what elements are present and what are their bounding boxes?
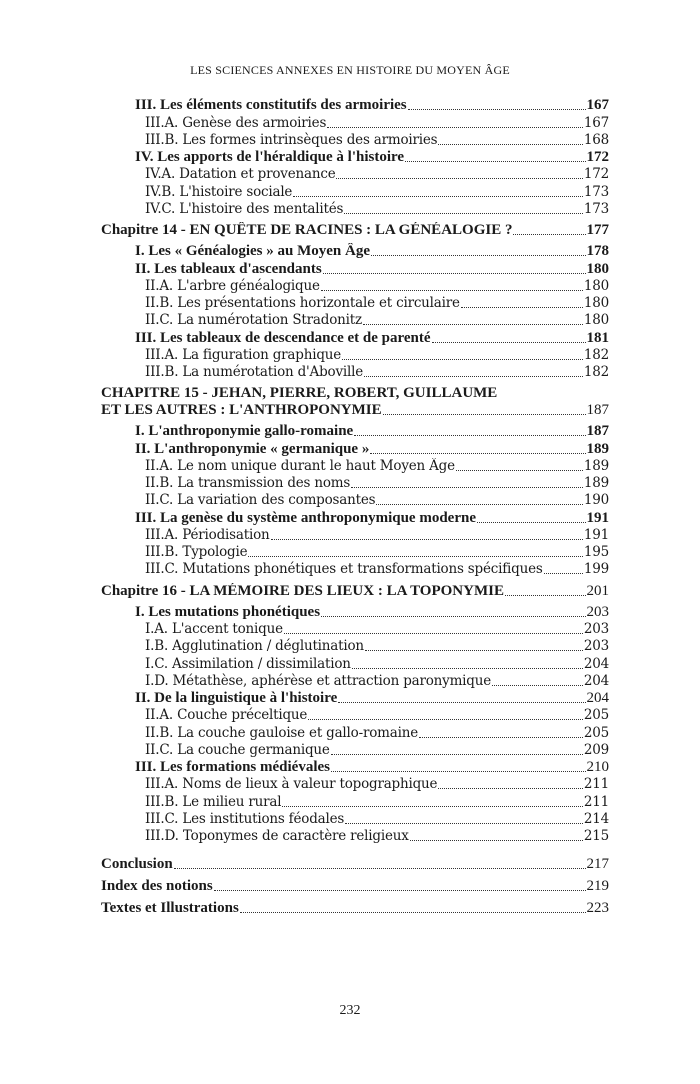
dot-leader [331, 754, 583, 755]
toc-entry[interactable] [101, 742, 609, 759]
dot-leader [365, 650, 583, 651]
toc-entry-page: 187 [586, 402, 609, 418]
toc-entry-title: III. Les tableaux de descendance et de parenté [135, 329, 431, 346]
dot-leader [323, 273, 586, 274]
toc-entry-title: III. Les formations médiévales [135, 759, 330, 775]
toc-entry[interactable] [101, 604, 609, 621]
dot-leader [282, 806, 582, 807]
dot-leader [331, 771, 586, 772]
toc-entry-title: II.A. Couche préceltique [145, 707, 308, 724]
toc-entry-title: II.B. La transmission des noms [145, 475, 351, 491]
toc-entry[interactable] [101, 561, 609, 578]
toc-entry-page: 211 [583, 793, 609, 810]
toc-entry[interactable] [101, 544, 609, 561]
dot-leader [432, 342, 586, 343]
dot-leader [505, 595, 586, 596]
toc-entry-page: 219 [586, 878, 609, 894]
toc-entry[interactable] [101, 475, 609, 492]
toc-entry-page: 189 [583, 475, 609, 491]
toc-entry[interactable] [101, 295, 609, 312]
toc-entry-title: Conclusion [101, 856, 173, 872]
toc-entry-title: II.C. La variation des composantes [145, 492, 376, 509]
dot-leader [544, 573, 583, 574]
toc-entry-title: IV.A. Datation et provenance [145, 166, 336, 183]
dot-leader [352, 668, 583, 669]
toc-entry-page: 205 [583, 707, 609, 724]
toc-entry-page: 180 [583, 277, 609, 294]
toc-entry-title: III.B. Typologie [145, 544, 248, 560]
toc-entry-title: II.B. La couche gauloise et gallo-romaine [145, 724, 418, 741]
toc-entry-title: Textes et Illustrations [101, 900, 239, 916]
toc-entry-page: 203 [583, 621, 609, 637]
toc-entry[interactable] [101, 621, 609, 638]
toc-entry[interactable] [101, 97, 609, 114]
dot-leader [376, 504, 582, 505]
toc-entry-page: 205 [583, 724, 609, 741]
toc-entry-page: 204 [583, 672, 609, 689]
dot-leader [364, 376, 583, 377]
toc-entry-page: 172 [583, 166, 609, 183]
toc-entry-title: III. La genèse du système anthroponymique moderne [135, 509, 476, 526]
toc-entry-page: 215 [583, 828, 609, 844]
dot-leader [240, 912, 586, 913]
toc-entry-page: 187 [586, 423, 609, 440]
toc-entry-page: 203 [586, 603, 609, 620]
toc-entry[interactable] [101, 759, 609, 776]
toc-entry-page: 191 [583, 526, 609, 543]
toc-entry-page: 189 [583, 457, 609, 474]
toc-entry-page: 172 [586, 149, 609, 165]
toc-entry-page: 204 [586, 690, 609, 706]
toc-entry[interactable] [101, 132, 609, 149]
toc-entry-title: II. L'anthroponymie « germanique » [135, 440, 370, 457]
toc-entry-page: 210 [586, 759, 609, 775]
dot-leader [342, 359, 583, 360]
toc-entry-title: III.A. Périodisation [145, 526, 270, 543]
toc-entry[interactable] [101, 811, 609, 828]
toc-entry-page: 167 [586, 97, 609, 114]
toc-entry-page: 195 [583, 544, 609, 560]
dot-leader [492, 685, 583, 686]
toc-entry-page: 223 [586, 900, 609, 916]
toc-entry-page: 182 [583, 346, 609, 363]
dot-leader [419, 737, 583, 738]
toc-entry-page: 209 [583, 741, 609, 758]
dot-leader [370, 453, 585, 454]
dot-leader [336, 178, 582, 179]
toc-entry[interactable] [101, 166, 609, 183]
toc-entry-page: 168 [583, 131, 609, 148]
toc-chapter-entry[interactable] [101, 582, 609, 599]
toc-entry-page: 182 [583, 364, 609, 380]
dot-leader [477, 522, 586, 523]
dot-leader [345, 823, 583, 824]
toc-entry[interactable] [101, 114, 609, 131]
toc-entry-title: I. L'anthroponymie gallo-romaine [135, 423, 354, 440]
toc-entry[interactable] [101, 509, 609, 526]
toc-entry-title: II.B. Les présentations horizontale et circulaire [145, 295, 460, 311]
toc-entry-title: III.A. Genèse des armoiries [145, 114, 327, 131]
dot-leader [438, 144, 582, 145]
dot-leader [438, 788, 582, 789]
toc-conclusion-entry[interactable] [101, 851, 609, 873]
toc-entry[interactable] [101, 243, 609, 260]
dot-leader [461, 307, 583, 308]
dot-leader [248, 556, 582, 557]
toc-entry-title: II. Les tableaux d'ascendants [135, 260, 322, 277]
toc-entry[interactable] [101, 527, 609, 544]
dot-leader [371, 255, 586, 256]
dot-leader [354, 435, 585, 436]
toc-entry-title: III. Les éléments constitutifs des armoiries [135, 97, 407, 114]
toc-entry-page: 191 [586, 509, 609, 526]
toc-entry-page: 203 [583, 638, 609, 655]
toc-entry-page: 167 [583, 114, 609, 131]
toc-entry-title: IV.C. L'histoire des mentalités [145, 200, 344, 217]
toc-entry[interactable] [101, 329, 609, 346]
dot-leader [405, 161, 585, 162]
toc-entry-title: I. Les « Généalogies » au Moyen Âge [135, 243, 370, 260]
toc-entry[interactable] [101, 364, 609, 381]
toc-entry-title: III.B. La numérotation d'Aboville [145, 364, 364, 380]
toc-entry-page: 189 [586, 440, 609, 457]
toc-entry[interactable] [101, 183, 609, 200]
dot-leader [338, 702, 585, 703]
running-header: LES SCIENCES ANNEXES EN HISTOIRE DU MOYEN ÂGE [190, 63, 510, 77]
toc-entry-page: 178 [586, 243, 609, 260]
toc-entry-title: I. Les mutations phonétiques [135, 603, 321, 620]
toc-entry-title: Chapitre 14 - EN QUÊTE DE RACINES : LA GÉNÉALOGIE ? [101, 222, 513, 238]
toc-entry[interactable] [101, 440, 609, 457]
toc-entry-page: 201 [586, 582, 609, 599]
toc-entry-title: III.A. Noms de lieux à valeur topographique [145, 776, 438, 793]
toc-entry-title: II.A. Le nom unique durant le haut Moyen Âge [145, 457, 455, 474]
toc-entry[interactable] [101, 638, 609, 655]
toc-entry-page: 214 [583, 810, 609, 827]
toc-entry[interactable] [101, 312, 609, 329]
toc-entry-title: Chapitre 16 - LA MÉMOIRE DES LIEUX : LA TOPONYMIE [101, 582, 504, 599]
toc-entry-title: III.C. Les institutions féodales [145, 810, 345, 827]
toc-entry[interactable] [101, 149, 609, 166]
toc-entry-title: III.B. Le milieu rural [145, 793, 282, 810]
toc-entry[interactable] [101, 458, 609, 475]
dot-leader [214, 890, 586, 891]
dot-leader [321, 616, 585, 617]
toc-entry-page: 177 [586, 222, 609, 238]
dot-leader [383, 414, 586, 415]
toc-entry[interactable] [101, 690, 609, 707]
toc-chapter-entry[interactable] [101, 385, 609, 419]
dot-leader [410, 840, 583, 841]
toc-entry-title: Index des notions [101, 878, 213, 894]
dot-leader [321, 290, 583, 291]
toc-entry-page: 180 [586, 260, 609, 277]
toc-entry-page: 180 [583, 295, 609, 311]
toc-entry-title: II.C. La couche germanique [145, 741, 330, 758]
toc-entry-page: 217 [586, 856, 609, 872]
page-number: 232 [339, 1003, 361, 1018]
dot-leader [513, 234, 585, 235]
toc-entry-title: II. De la linguistique à l'histoire [135, 690, 338, 706]
toc-entry-title-line2: ET LES AUTRES : L'ANTHROPONYMIE [101, 402, 382, 418]
toc-entry[interactable] [101, 260, 609, 277]
toc-entry-title: III.C. Mutations phonétiques et transformations spécifiques [145, 561, 543, 578]
toc-entry-title: I.A. L'accent tonique [145, 621, 283, 637]
toc-entry-page: 173 [583, 183, 609, 200]
toc-entry-title: I.D. Métathèse, aphérèse et attraction paronymique [145, 672, 492, 689]
toc-texts-entry[interactable] [101, 895, 609, 917]
toc-entry-title: III.D. Toponymes de caractère religieux [145, 828, 409, 844]
toc-entry-page: 181 [586, 329, 609, 346]
dot-leader [408, 109, 586, 110]
toc-entry[interactable] [101, 278, 609, 295]
toc-entry-title: IV. Les apports de l'héraldique à l'histoire [135, 149, 405, 165]
dot-leader [271, 539, 583, 540]
toc-entry[interactable] [101, 673, 609, 690]
toc-entry-page: 204 [583, 655, 609, 672]
toc-index-entry[interactable] [101, 873, 609, 895]
toc-entry[interactable] [101, 201, 609, 218]
toc-entry[interactable] [101, 724, 609, 741]
toc-entry-page: 199 [583, 561, 609, 578]
dot-leader [456, 470, 583, 471]
dot-leader [327, 127, 583, 128]
toc-entry-title: II.A. L'arbre généalogique [145, 277, 320, 294]
toc-entry-title: III.A. La figuration graphique [145, 346, 342, 363]
toc-entry[interactable] [101, 423, 609, 440]
table-of-contents [101, 97, 609, 917]
dot-leader [363, 324, 583, 325]
dot-leader [344, 213, 583, 214]
toc-chapter-entry[interactable] [101, 222, 609, 239]
toc-entry[interactable] [101, 707, 609, 724]
toc-entry-page: 173 [583, 200, 609, 217]
toc-entry[interactable] [101, 828, 609, 845]
dot-leader [284, 633, 583, 634]
toc-entry-page: 180 [583, 312, 609, 329]
toc-entry-page: 190 [583, 492, 609, 509]
toc-entry-title: III.B. Les formes intrinsèques des armoiries [145, 131, 438, 148]
toc-entry-title: II.C. La numérotation Stradonitz [145, 312, 362, 329]
toc-entry-title: I.C. Assimilation / dissimilation [145, 655, 351, 672]
toc-entry[interactable] [101, 776, 609, 793]
dot-leader [308, 719, 583, 720]
toc-entry[interactable] [101, 793, 609, 810]
toc-entry[interactable] [101, 347, 609, 364]
toc-entry-title: I.B. Agglutination / déglutination [145, 638, 364, 655]
toc-entry-page: 211 [583, 776, 609, 793]
toc-entry[interactable] [101, 492, 609, 509]
dot-leader [293, 196, 583, 197]
dot-leader [351, 487, 583, 488]
dot-leader [174, 868, 586, 869]
toc-entry-title-line1: CHAPITRE 15 - JEHAN, PIERRE, ROBERT, GUILLAUME [101, 385, 498, 401]
toc-entry-title: IV.B. L'histoire sociale [145, 183, 293, 200]
toc-entry[interactable] [101, 655, 609, 672]
